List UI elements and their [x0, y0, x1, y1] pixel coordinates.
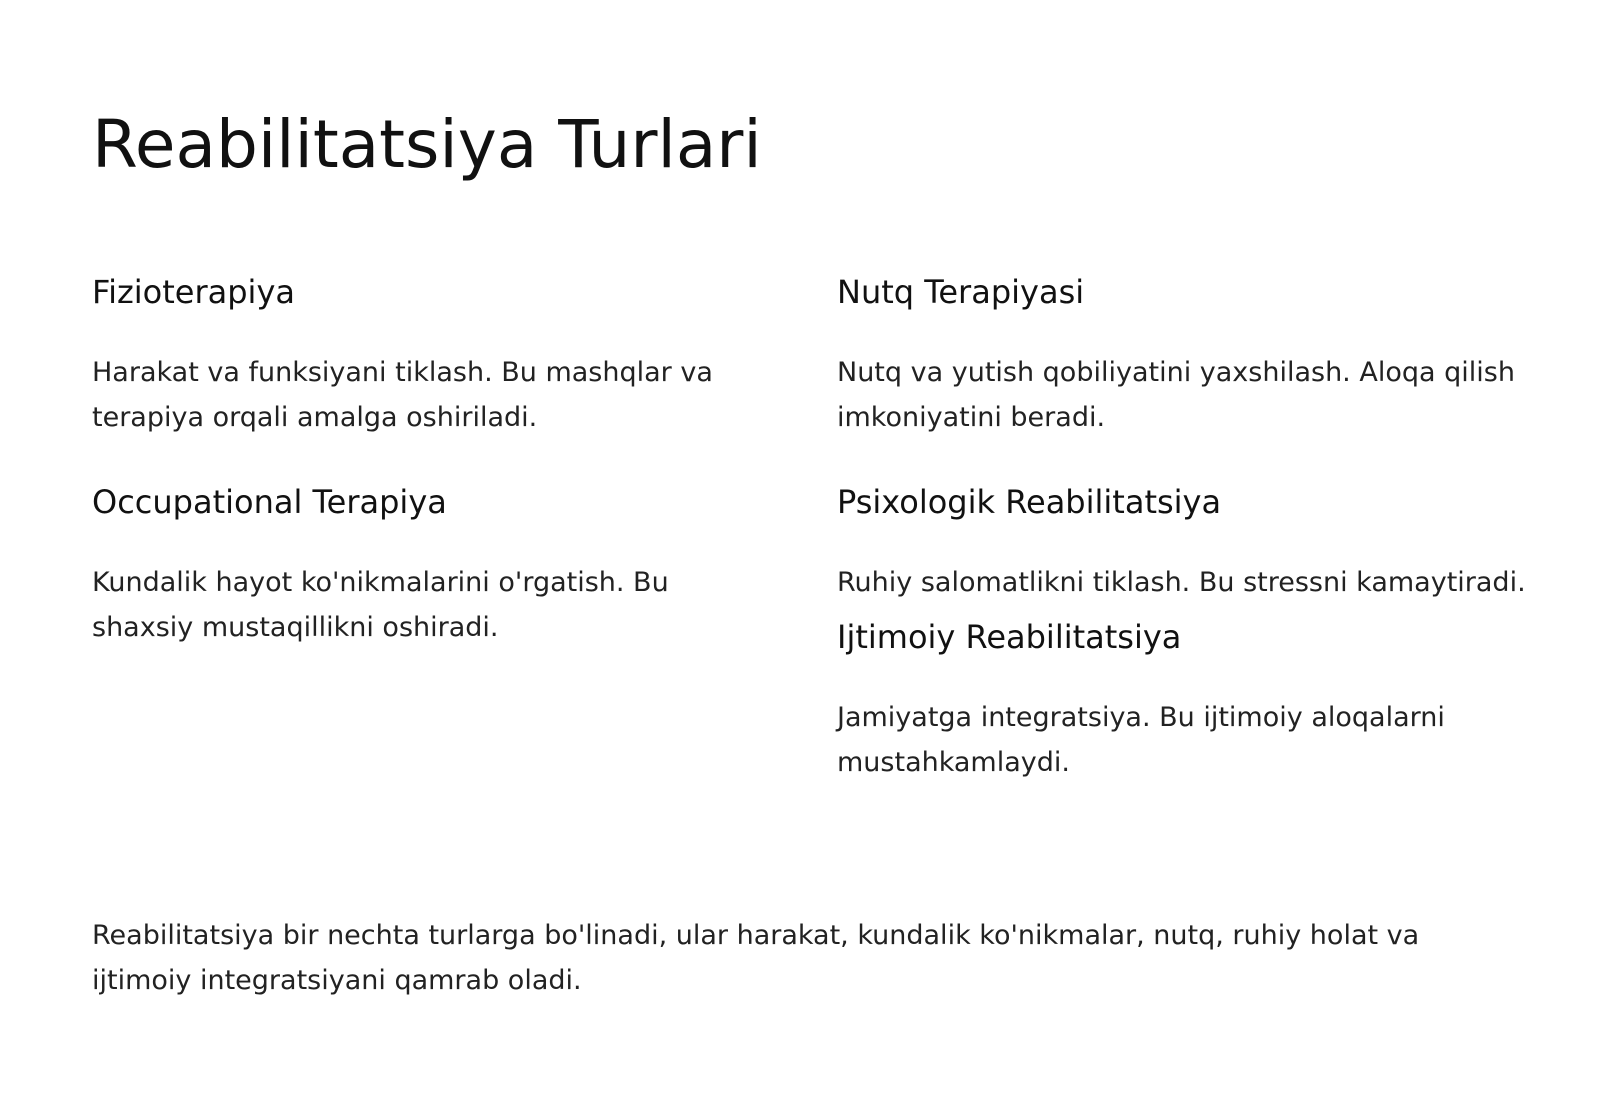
page-title: Reabilitatsiya Turlari: [92, 106, 762, 183]
section-spacer: [837, 605, 1537, 613]
section-fizioterapiya: [92, 268, 732, 440]
section-occupational-terapiya: [92, 478, 732, 650]
section-heading: Fizioterapiya: [92, 273, 295, 311]
summary-paragraph: Reabilitatsiya bir nechta turlarga bo'linadi, ular harakat, kundalik ko'nikmalar, nutq, ruhiy holat va ijtimoiy integratsiyani qamrab oladi.: [92, 920, 1420, 996]
right-column: [837, 268, 1537, 785]
section-heading: Psixologik Reabilitatsiya: [837, 483, 1222, 521]
left-column: [92, 268, 732, 650]
section-heading: Nutq Terapiyasi: [837, 273, 1085, 311]
section-spacer: [837, 440, 1537, 478]
section-text: Jamiyatga integratsiya. Bu ijtimoiy aloqalarni mustahkamlaydi.: [837, 702, 1445, 778]
section-text: Kundalik hayot ko'nikmalarini o'rgatish. Bu shaxsiy mustaqillikni oshiradi.: [92, 567, 669, 643]
section-text: Ruhiy salomatlikni tiklash. Bu stressni kamaytiradi.: [837, 567, 1526, 598]
section-text: Nutq va yutish qobiliyatini yaxshilash. Aloqa qilish imkoniyatini beradi.: [837, 357, 1515, 433]
section-heading: Ijtimoiy Reabilitatsiya: [837, 618, 1182, 656]
document-page: [92, 0, 1532, 1107]
section-spacer: [92, 440, 732, 478]
section-ijtimoiy-reabilitatsiya: [837, 613, 1537, 785]
section-text: Harakat va funksiyani tiklash. Bu mashqlar va terapiya orqali amalga oshiriladi.: [92, 357, 713, 433]
section-nutq-terapiyasi: [837, 268, 1537, 440]
section-psixologik-reabilitatsiya: [837, 478, 1537, 605]
section-heading: Occupational Terapiya: [92, 483, 447, 521]
